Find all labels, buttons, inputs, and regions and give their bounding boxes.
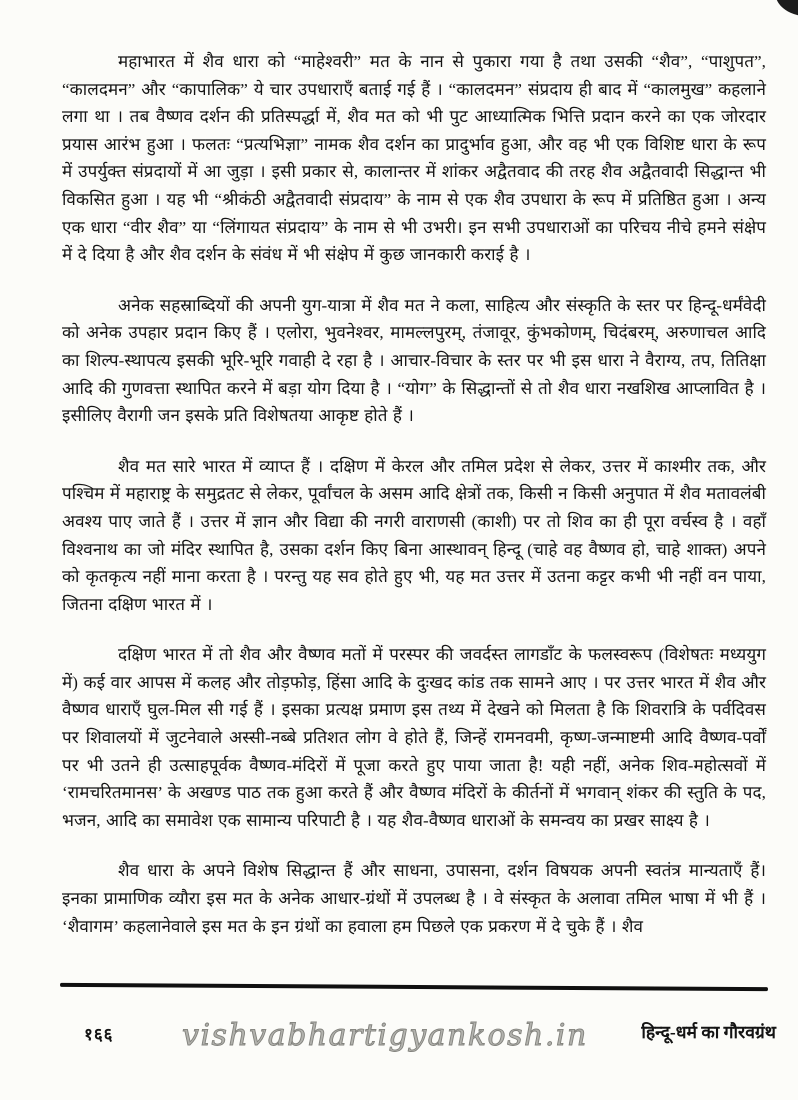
body-paragraph: अनेक सहस्राब्दियों की अपनी युग-यात्रा में शैव मत ने कला, साहित्य और संस्कृति के स्तर पर हिन्दू-धर्मंवेदी को अनेक उपहार प्रदान किए हैं । एलोरा, भुवनेश्वर, मामल्लपुरम्, तंजावूर, कुंभकोणम्, चिदंबरम्, अरुणाचल आदि का शिल्प-स्थापत्य इसकी भूरि-भूरि गवाही दे रहा है । आचार-विचार के स्तर पर भी इस धारा ने वैराग्य, तप, तितिक्षा आदि की गुणवत्ता स्थापित करने में बड़ा योग दिया है । “योग” के सिद्धान्तों से तो शैव धारा नखशिख आप्लावित है । इसीलिए वैरागी जन इसके प्रति विशेषतया आकृष्ट होते हैं । — [62, 295, 766, 426]
book-title: हिन्दू-धर्म का गौरवग्रंथ — [641, 1022, 776, 1042]
body-paragraph: शैव धारा के अपने विशेष सिद्धान्त हैं और साधना, उपासना, दर्शन विषयक अपनी स्वतंत्र मान्यताएँ हैं। इनका प्रामाणिक व्यौरा इस मत के अनेक आधार-ग्रंथों में उपलब्ध है । वे संस्कृत के अलावा तमिल भाषा में भी हैं । ‘शैवागम’ कहलानेवाले इस मत के इन ग्रंथों का हवाला हम पिछले एक प्रकरण में दे चुके हैं । शैव — [62, 861, 766, 936]
page-body-text — [62, 48, 766, 963]
footer-rule — [60, 983, 768, 991]
body-paragraph: महाभारत में शैव धारा को “माहेश्वरी” मत के नान से पुकारा गया है तथा उसकी “शैव”, “पाशुपत”, “कालदमन” और “कापालिक” ये चार उपधाराएँ बताई गई हैं । “कालदमन” संप्रदाय ही बाद में “कालमुख” कहलाने लगा था । तब वैष्णव दर्शन की प्रतिस्पर्द्धा में, शैव मत को भी पुट आध्यात्मिक भित्ति प्रदान करने का एक जोरदार प्रयास आरंभ हुआ । फलतः “प्रत्यभिज्ञा” नामक शैव दर्शन का प्रादुर्भाव हुआ, और वह भी एक विशिष्ट धारा के रूप में उपर्युक्त संप्रदायों में आ जुड़ा । इसी प्रकार से, कालान्तर में शांकर अद्वैतवाद की तरह शैव अद्वैतवादी सिद्धान्त भी विकसित हुआ । यह भी “श्रीकंठी अद्वैतवादी संप्रदाय” के नाम से एक शैव उपधारा के रूप में प्रतिष्ठित हुआ । अन्य एक धारा “वीर शैव” या “लिंगायत संप्रदाय” के नाम से भी उभरी। इन सभी उपधाराओं का परिचय नीचे हमने संक्षेप में दे दिया है और शैव दर्शन के संवंध में भी संक्षेप में कुछ जानकारी कराई है । — [62, 52, 766, 265]
watermark-text: vishvabhartigyankosh.in — [182, 1018, 588, 1053]
body-paragraph: दक्षिण भारत में तो शैव और वैष्णव मतों में परस्पर की जवर्दस्त लागडाँट के फलस्वरूप (विशेषतः मध्ययुग में) कई वार आपस में कलह और तोड़फोड़, हिंसा आदि के दुःखद कांड तक सामने आए । पर उत्तर भारत में शैव और वैष्णव धाराएँ घुल-मिल सी गई हैं । इसका प्रत्यक्ष प्रमाण इस तथ्य में देखने को मिलता है कि शिवरात्रि के पर्वदिवस पर शिवालयों में जुटनेवाले अस्सी-नब्बे प्रतिशत लोग वे होते हैं, जिन्हें रामनवमी, कृष्ण-जन्माष्टमी आदि वैष्णव-पर्वों पर भी उतने ही उत्साहपूर्वक वैष्णव-मंदिरों में पूजा करते हुए पाया जाता है! यही नहीं, अनेक शिव-महोत्सवों में ‘रामचरितमानस’ के अखण्ड पाठ तक हुआ करते हैं और वैष्णव मंदिरों के कीर्तनों में भगवान् शंकर की स्तुति के पद, भजन, आदि का समावेश एक सामान्य परिपाटी है । यह शैव-वैष्णव धाराओं के समन्वय का प्रखर साक्ष्य है । — [62, 645, 766, 830]
scan-artifact-corner — [773, 0, 798, 16]
page-number: १६६ — [84, 1025, 114, 1044]
body-paragraph: शैव मत सारे भारत में व्याप्त हैं । दक्षिण में केरल और तमिल प्रदेश से लेकर, उत्तर में काश्मीर तक, और पश्चिम में महाराष्ट्र के समुद्रतट से लेकर, पूर्वांचल के असम आदि क्षेत्रों तक, किसी न किसी अनुपात में शैव मतावलंबी अवश्य पाए जाते हैं । उत्तर में ज्ञान और विद्या की नगरी वाराणसी (काशी) पर तो शिव का ही पूरा वर्चस्व है । वहाँ विश्वनाथ का जो मंदिर स्थापित है, उसका दर्शन किए बिना आस्थावन् हिन्दू (चाहे वह वैष्णव हो, चाहे शाक्त) अपने को कृतकृत्य नहीं माना करता है । परन्तु यह सव होते हुए भी, यह मत उत्तर में उतना कट्टर कभी भी नहीं वन पाया, जितना दक्षिण भारत में । — [62, 456, 766, 614]
